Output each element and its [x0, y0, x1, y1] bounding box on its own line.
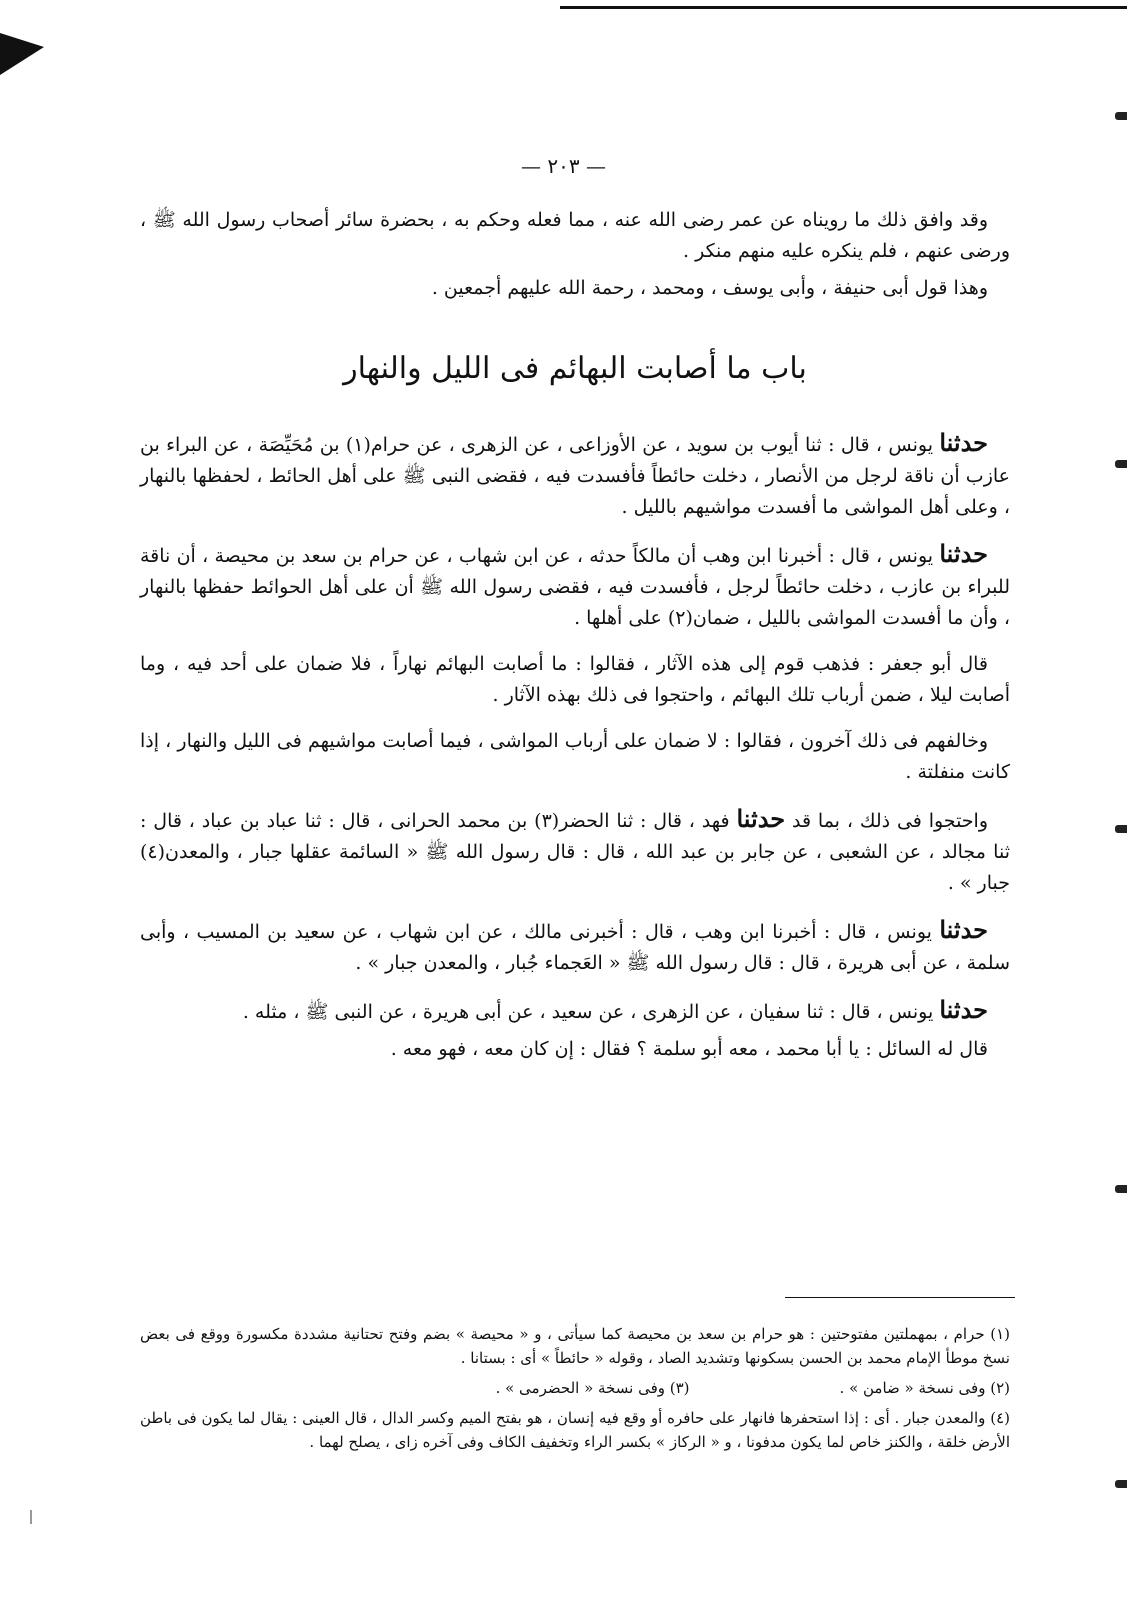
footnotes [140, 1322, 1010, 1460]
page-body [140, 205, 1010, 1080]
commentary-paragraph: قال له السائل : يا أبا محمد ، معه أبو سلمة ؟ فقال : إن كان معه ، فهو معه . [390, 1038, 988, 1060]
hadith-paragraph: حدثنا يونس ، قال : ثنا أيوب بن سويد ، عن الأوزاعى ، عن الزهرى ، عن حرام(١) بن مُحَيِّصَة ، عن البراء بن عازب أن ناقة لرجل من الأنصار ، دخلت حائطاً فأفسدت فيه ، فقضى النبى ﷺ على أهل الحائط ، لحفظها بالنهار ، وعلى أهل المواشى ما أفسدت مواشيهم بالليل . [140, 428, 1010, 518]
footnote: (٢) وفى نسخة « ضامن » . [839, 1379, 1010, 1397]
hadith-marker: حدثنا [939, 539, 988, 568]
intro-paragraph: وهذا قول أبى حنيفة ، وأبى يوسف ، ومحمد ، رحمة الله عليهم أجمعين . [431, 277, 988, 299]
hadith-paragraph: حدثنا يونس ، قال : ثنا سفيان ، عن الزهرى ، عن سعيد ، عن أبى هريرة ، عن النبى ﷺ ، مثله . [242, 995, 988, 1024]
scan-edge-speck [1115, 1480, 1127, 1488]
intro-paragraph: وقد وافق ذلك ما رويناه عن عمر رضى الله عنه ، مما فعله وحكم به ، بحضرة سائر أصحاب رسول الله ﷺ ، ورضى عنهم ، فلم ينكره عليه منهم منكر . [140, 209, 1010, 262]
scan-edge-line [560, 6, 1127, 9]
scan-corner-mark [0, 33, 44, 75]
footnote: (٣) وفى نسخة « الحضرمى » . [495, 1379, 690, 1397]
footnote-separator [785, 1297, 1015, 1298]
scan-edge-speck [1115, 1185, 1127, 1193]
hadith-marker: حدثنا [939, 915, 988, 944]
footnote-row [140, 1376, 1010, 1400]
scan-edge-speck [1115, 825, 1127, 833]
scan-edge-speck [30, 1510, 32, 1524]
hadith-paragraph: واحتجوا فى ذلك ، بما قد حدثنا فهد ، قال : ثنا الحضر(٣) بن محمد الحرانى ، قال : ثنا عباد بن عباد ، قال : ثنا مجالد ، عن الشعبى ، عن جابر بن عبد الله ، قال : قال رسول الله ﷺ « السائمة عقلها جبار ، والمعدن(٤) جبار » . [140, 804, 1010, 894]
footnote: (٤) والمعدن جبار . أى : إذا استحفرها فانهار على حافره أو وقع فيه إنسان ، هو بفتح الميم وكسر الدال ، قال العينى : يقال لما يكون فى باطن الأرض خلقة ، والكنز خاص لما يكون مدفونا ، و « الركاز » بكسر الراء وتخفيف الكاف وفى آخره زاى ، يصلح لهما . [140, 1409, 1010, 1451]
scan-edge-speck [1115, 460, 1127, 468]
commentary-paragraph: وخالفهم فى ذلك آخرون ، فقالوا : لا ضمان على أرباب المواشى ، فيما أصابت مواشيهم فى الليل والنهار ، إذا كانت منفلتة . [140, 730, 1010, 783]
hadith-paragraph: حدثنا يونس ، قال : أخبرنا ابن وهب أن مالكاً حدثه ، عن ابن شهاب ، عن حرام بن سعد بن محيصة ، أن ناقة للبراء بن عازب ، دخلت حائطاً لرجل ، فأفسدت فيه ، فقضى رسول الله ﷺ أن على أهل الحوائط حفظها بالنهار ، وأن ما أفسدت المواشى بالليل ، ضمان(٢) على أهلها . [140, 539, 1010, 629]
hadith-marker: حدثنا [736, 804, 786, 833]
chapter-title: باب ما أصابت البهائم فى الليل والنهار [343, 351, 807, 386]
hadith-marker: حدثنا [939, 428, 989, 457]
page-number: — ٢٠٣ — [521, 154, 606, 178]
scan-edge-speck [1115, 112, 1127, 120]
commentary-paragraph: قال أبو جعفر : فذهب قوم إلى هذه الآثار ، فقالوا : ما أصابت البهائم نهاراً ، فلا ضمان على أحد فيه ، وما أصابت ليلا ، ضمن أرباب تلك البهائم ، واحتجوا فى ذلك بهذه الآثار . [140, 653, 1010, 706]
hadith-marker: حدثنا [939, 995, 988, 1024]
footnote: (١) حرام ، بمهملتين مفتوحتين : هو حرام بن سعد بن محيصة كما سيأتى ، و « محيصة » بضم وفتح تحتانية مشددة مكسورة ووقع فى بعض نسخ موطأ الإمام محمد بن الحسن بسكونها وتشديد الصاد ، وقوله « حائطاً » أى : بستانا . [140, 1325, 1010, 1367]
hadith-paragraph: حدثنا يونس ، قال : أخبرنا ابن وهب ، قال : أخبرنى مالك ، عن ابن شهاب ، عن سعيد بن المسيب ، وأبى سلمة ، عن أبى هريرة ، قال : قال رسول الله ﷺ « العَجماء جُبار ، والمعدن جبار » . [140, 915, 1010, 974]
